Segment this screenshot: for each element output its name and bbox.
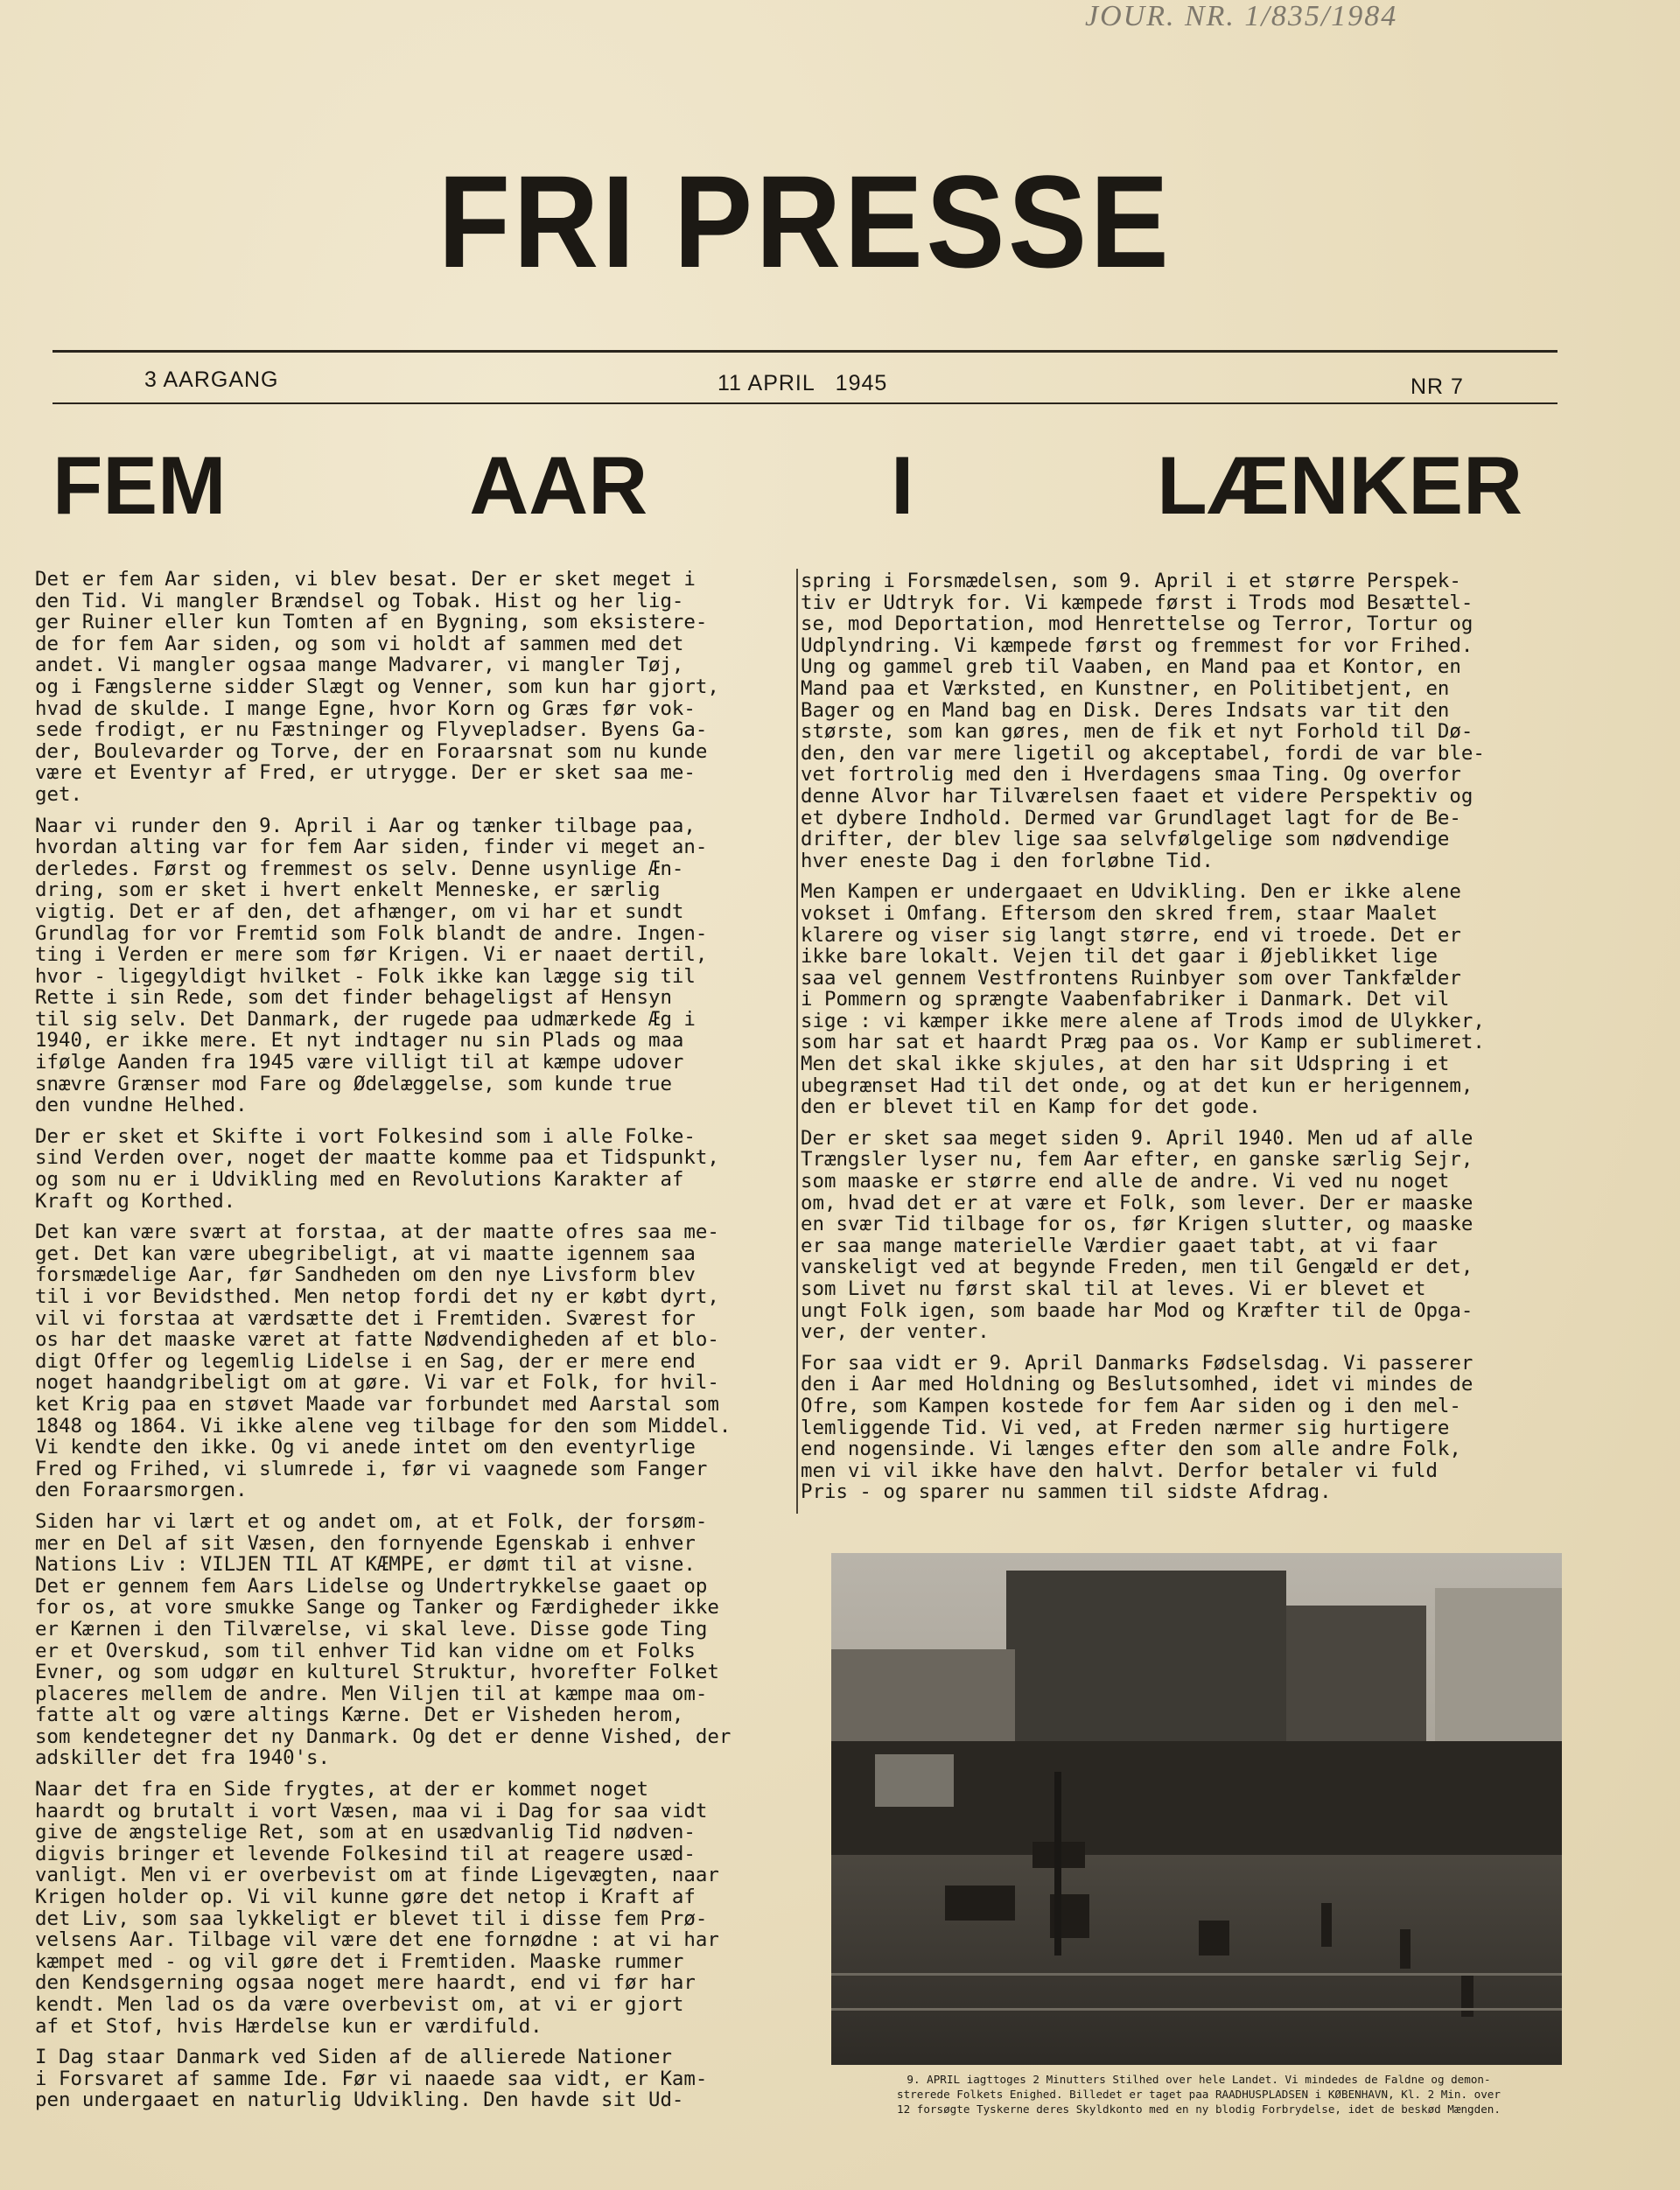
column-divider — [796, 569, 798, 1514]
paragraph: Siden har vi lært et og andet om, at et Folk, der forsøm- mer en Del af sit Væsen, den fornyende Egenskab i enhver Nations Liv : VILJEN TIL AT KÆMPE, er dømt til at visne. Det er gennem fem Aars Lidelse og Undertrykkelse gaaet op for os, at vore smukke Sange og Tanker og Færdigheder ikke er Kærnen i den Tilværelse, vi skal leve. Disse gode Ting er et Overskud, som til enhver Tid kan vidne om et Folks Evner, og som udgør en kulturel Struktur, hvorefter Folket placeres mellem de andre. Men Viljen til at kæmpe maa om- fatte alt og være altings Kærne. Det er Visheden herom, som kendetegner det ny Danmark. Og det er denne Vished, der adskiller det fra 1940's. — [35, 1509, 732, 1770]
headline-word: FEM — [52, 439, 227, 531]
paragraph: Der er sket saa meget siden 9. April 1940. Men ud af alle Trængsler lyser nu, fem Aar efter, en ganske særlig Sejr, som maaske er større end alle de andre. Vi ved nu noget om, hvad det er at være et Folk, som lever. Der er maaske en svær Tid tilbage for os, før Krigen slutter, og maaske er saa mange materielle Værdier gaaet tabt, at vi faar vanskeligt ved at begynde Freden, men til Gengæld er det, som Livet nu først skal til at leves. Vi er blevet et ungt Folk igen, som baade har Mod og Kræfter til de Opga- ver, der venter. — [801, 1126, 1474, 1344]
paragraph: spring i Forsmædelsen, som 9. April i et større Perspek- tiv er Udtryk for. Vi kæmpede først i Trods mod Besættel- se, mod Deportation, mod Henrettelse og Terror, Tortur og Udplyndring. Vi kæmpede først og fremmest for vor Frihed. Ung og gammel greb til Vaaben, en Mand paa et Kontor, en Mand paa et Værksted, en Kunstner, en Politibetjent, en Bager og en Mand bag en Disk. Deres Indsats var tit den største, som kan gøres, men de fik et nyt Forhold til Dø- den, den var mere ligetil og akceptabel, fordi de var ble- vet fortrolig med den i Hverdagens smaa Ting. Og overfor denne Alvor har Tilværelsen faaet et videre Perspektiv og et dybere Indhold. Dermed var Grundlaget lagt for de Be- drifter, der blev lige saa selvfølgelige som nødvendige hver eneste Dag i den forløbne Tid. — [801, 570, 1485, 872]
masthead-rule-top — [52, 350, 1558, 353]
headline — [52, 439, 1522, 531]
paragraph: Men Kampen er undergaaet en Udvikling. Den er ikke alene vokset i Omfang. Eftersom den skred frem, staar Maalet klarere og viser sig langt større, end vi troede. Det er ikke bare lokalt. Vejen til det gaar i Øjeblikket lige saa vel gennem Vestfrontens Ruinbyer som over Tankfælder i Pommern og sprængte Vaabenfabriker i Danmark. Det vil sige : vi kæmper ikke mere alene af Trods imod de Ulykker, som har sat et haardt Præg paa os. Vor Kamp er sublimeret. Men det skal ikke skjules, at den har sit Udspring i et ubegrænset Had til det onde, og at det kun er herigennem, den er blevet til en Kamp for det gode. — [801, 880, 1485, 1119]
paragraph: I Dag staar Danmark ved Siden af de allierede Nationer i Forsvaret af samme Ide. Før vi naaede saa vidt, er Kam- pen undergaaet en naturlig Udvikling. Den havde sit Ud- — [35, 2046, 708, 2112]
crowd-photo-image — [831, 1553, 1562, 2065]
paragraph: Det er fem Aar siden, vi blev besat. Der er sket meget i den Tid. Vi mangler Brændsel og Tobak. Hist og her lig- ger Ruiner eller kun Tomten af en Bygning, som eksistere- de for fem Aar siden, og som vi holdt af sammen med det andet. Vi mangler ogsaa mange Madvarer, vi mangler Tøj, og i Fængslerne sidder Slægt og Venner, som kun har gjort, hvad de skulde. I mange Egne, hvor Korn og Græs før vok- sede frodigt, er nu Fæstninger og Flyvepladser. Byens Ga- der, Boulevarder og Torve, der en Foraarsnat som nu kunde være et Eventyr af Fred, er utrygge. Der er sket saa me- get. — [35, 568, 719, 806]
paragraph: For saa vidt er 9. April Danmarks Fødselsdag. Vi passerer den i Aar med Holdning og Beslutsomhed, idet vi mindes de Ofre, som Kampen kostede for fem Aar siden og i den mel- lemliggende Tid. Vi ved, at Freden nærmer sig hurtigere end nogensinde. Vi længes efter den som alle andre Folk, men vi vil ikke have den halvt. Derfor betaler vi fuld Pris - og sparer nu sammen til sidste Afdrag. — [801, 1351, 1474, 1504]
paragraph: Naar det fra en Side frygtes, at der er kommet noget haardt og brutalt i vort Væsen, maa vi i Dag for saa vidt give de ængstelige Ret, som at en usædvanlig Tid nødven- digvis bringer et levende Folkesind til at reagere usæd- vanligt. Men vi er overbevist om at finde Ligevægten, naar Krigen holder op. Vi vil kunne gøre det netop i Kraft af det Liv, som saa lykkeligt er blevet til i disse fem Prø- velsens Aar. Tilbage vil være det ene fornødne : at vi har kæmpet med - og vil gøre det i Fremtiden. Maaske rummer den Kendsgerning ogsaa noget mere haardt, end vi før har kendt. Men lad os da være overbevist om, at vi er gjort af et Stof, hvis Hærdelse kun er værdifuld. — [35, 1778, 719, 2038]
paragraph: Det kan være svært at forstaa, at der maatte ofres saa me- get. Det kan være ubegribeligt, at vi maatte igennem saa forsmædelige Aar, før Sandheden om den nye Livsform blev til i vor Bevidsthed. Men netop fordi det ny er købt dyrt, vil vi forstaa at værdsætte det i Fremtiden. Sværest for os har det maaske været at fatte Nødvendigheden af et blo- digt Offer og legemlig Lidelse i en Sag, der er mere end noget haandgribeligt om at gøre. Vi var et Folk, for hvil- ket Krig paa en støvet Maade var forbundet med Aarstal som 1848 og 1864. Vi ikke alene veg tilbage for den som Middel. Vi kendte den ikke. Og vi anede intet om den eventyrlige Fred og Frihed, vi slumrede i, før vi vaagnede som Fanger den Foraarsmorgen. — [35, 1221, 732, 1502]
photo-caption: 9. APRIL iagttoges 2 Minutters Stilhed over hele Landet. Vi mindedes de Faldne og demon- strerede Folkets Enighed. Billedet er taget paa RAADHUSPLADSEN i KØBENHAVN, Kl. 2 Min. over 12 forsøgte Tyskerne deres Skyldkonto med en ny blodig Forbrydelse, idet de beskød Mængden. — [897, 2073, 1501, 2116]
headline-word: AAR — [469, 439, 648, 531]
masthead-rule-bottom — [52, 402, 1558, 404]
issue-number: NR 7 — [1410, 374, 1464, 399]
paragraph: Der er sket et Skifte i vort Folkesind som i alle Folke- sind Verden over, noget der maatte komme paa et Tidspunkt, og som nu er i Udvikling med en Revolutions Karakter af Kraft og Korthed. — [35, 1124, 719, 1213]
masthead-title: FRI PRESSE — [438, 148, 1172, 295]
headline-word: I — [891, 439, 914, 531]
issue-volume: 3 AARGANG — [144, 367, 279, 392]
news-photo — [831, 1553, 1562, 2065]
article-left-column — [35, 569, 796, 2121]
archive-stamp: JOUR. NR. 1/835/1984 — [1085, 0, 1398, 32]
headline-word: LÆNKER — [1157, 439, 1522, 531]
paragraph: Naar vi runder den 9. April i Aar og tænker tilbage paa, hvordan alting var for fem Aar siden, finder vi meget an- derledes. Først og fremmest os selv. Denne usynlige Æn- dring, som er sket i hvert enkelt Menneske, er særlig vigtig. Det er af den, det afhænger, om vi har et sundt Grundlag for vor Fremtid som Folk blandt de andre. Ingen- ting i Verden er mere som før Krigen. Vi er naaet dertil, hvor - ligegyldigt hvilket - Folk ikke kan lægge sig til Rette i sin Rede, som det finder behageligst af Hensyn til sig selv. Det Danmark, der rugede paa udmærkede Æg i 1940, er ikke mere. Et nyt indtager nu sin Plads og maa ifølge Aanden fra 1945 være villigt til at kæmpe udover snævre Grænser mod Fare og Ødelæggelse, som kunde true den vundne Helhed. — [35, 814, 708, 1117]
article-right-column — [801, 570, 1571, 1513]
issue-date: 11 APRIL 1945 — [718, 371, 888, 395]
